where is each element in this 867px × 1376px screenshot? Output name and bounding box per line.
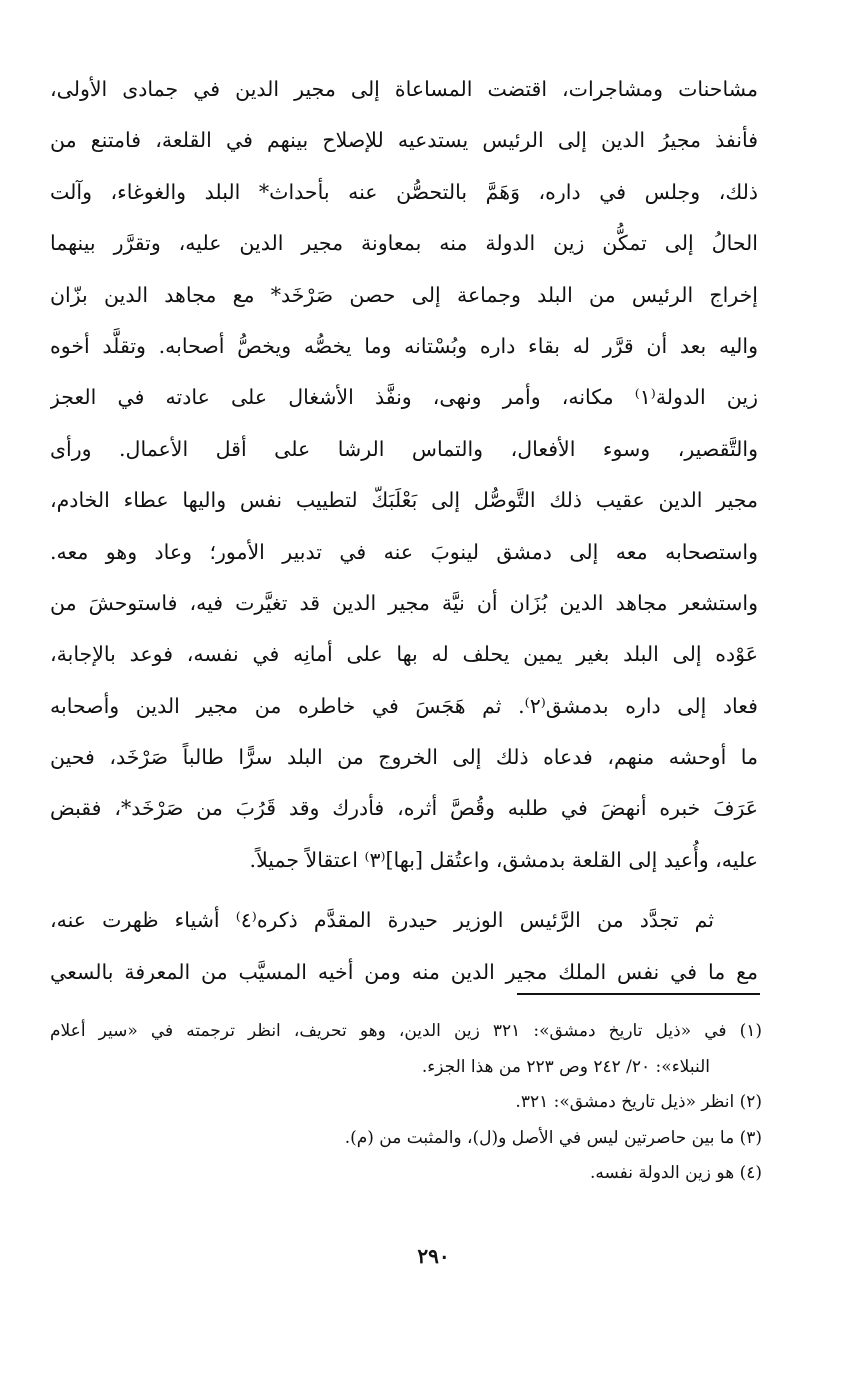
footnote-1-continuation: النبلاء»: ٢٠/ ٢٤٢ وص ٢٢٣ من هذا الجزء.	[421, 1056, 710, 1077]
paragraph-start-line: ثم تجدَّد من الرَّئيس الوزير حيدرة المقدَّم ذكره⁽٤⁾ أشياء ظهرت عنه،	[50, 908, 714, 933]
text-line: زين الدولة⁽١⁾ مكانه، وأمر ونهى، ونفَّذ الأشغال على عادته في العجز	[50, 385, 758, 410]
text-line: الحالُ إلى تمكُّن زين الدولة منه بمعاونة مجير الدين عليه، وتقرَّر بينهما	[50, 231, 758, 256]
footnotes	[50, 1014, 762, 1192]
text-line: إخراج الرئيس من البلد وجماعة إلى حصن صَرْخَد* مع مجاهد الدين بزّان	[50, 282, 758, 307]
footnote-4: (٤) هو زين الدولة نفسه.	[589, 1163, 762, 1183]
body-text	[50, 64, 758, 998]
text-line: والتَّقصير، وسوء الأفعال، والتماس الرشا على أقل الأعمال. ورأى	[50, 436, 758, 461]
text-line: مشاحنات ومشاجرات، اقتضت المساعاة إلى مجير الدين في جمادى الأولى،	[50, 77, 758, 101]
page-number: ٢٩٠	[417, 1244, 450, 1268]
text-line: واليه بعد أن قرَّر له بقاء داره وبُسْتانه وما يخصُّه ويخصُّ أصحابه. وتقلَّد أخوه	[50, 333, 758, 358]
footnote-2: (٢) انظر «ذيل تاريخ دمشق»: ٣٢١.	[515, 1092, 762, 1112]
paragraph-end-line: عليه، وأُعيد إلى القلعة بدمشق، واعتُقل [بها]⁽٣⁾ اعتقالاً جميلاً.	[249, 847, 758, 872]
footnote-3: (٣) ما بين حاصرتين ليس في الأصل و(ل)، والمثبت من (م).	[344, 1127, 762, 1148]
text-line: فأنفذ مجيرُ الدين إلى الرئيس يستدعيه للإصلاح بينهم في القلعة، فامتنع من	[50, 128, 758, 153]
text-line: عَوْده إلى البلد بغير يمين يحلف له بها على أمانِه في نفسه، فوعد بالإجابة،	[50, 642, 758, 667]
text-line: مع ما في نفس الملك مجير الدين منه ومن أخيه المسيَّب من المعرفة بالسعي	[50, 959, 758, 984]
text-line: فعاد إلى داره بدمشق⁽٢⁾. ثم هَجَسَ في خاطره من مجير الدين وأصحابه	[50, 693, 758, 718]
text-line: ما أوحشه منهم، فدعاه ذلك إلى الخروج من البلد سرًّا طالباً صَرْخَد، فحين	[50, 745, 758, 770]
text-line: ذلك، وجلس في داره، وَهَمَّ بالتحصُّن عنه بأحداث* البلد والغوغاء، وآلت	[50, 179, 758, 204]
text-line: مجير الدين عقيب ذلك التَّوصُّل إلى بَعْلَبَكّ لتطييب نفس واليها عطاء الخادم،	[50, 488, 758, 513]
text-line: واستشعر مجاهد الدين بُزَان أن نيَّة مجير الدين قد تغيَّرت فيه، فاستوحشَ من	[50, 590, 758, 615]
text-line: عَرَفَ خبره أنهضَ في طلبه وقُصَّ أثره، فأدرك وقد قَرُبَ من صَرْخَد*، فقبض	[50, 796, 758, 821]
text-line: واستصحابه معه إلى دمشق لينوبَ عنه في تدبير الأمور؛ وعاد وهو معه.	[50, 539, 758, 564]
footnote-1: (١) في «ذيل تاريخ دمشق»: ٣٢١ زين الدين، وهو تحريف، انظر ترجمته في «سير أعلام	[50, 1021, 762, 1041]
footnote-separator	[517, 993, 760, 995]
